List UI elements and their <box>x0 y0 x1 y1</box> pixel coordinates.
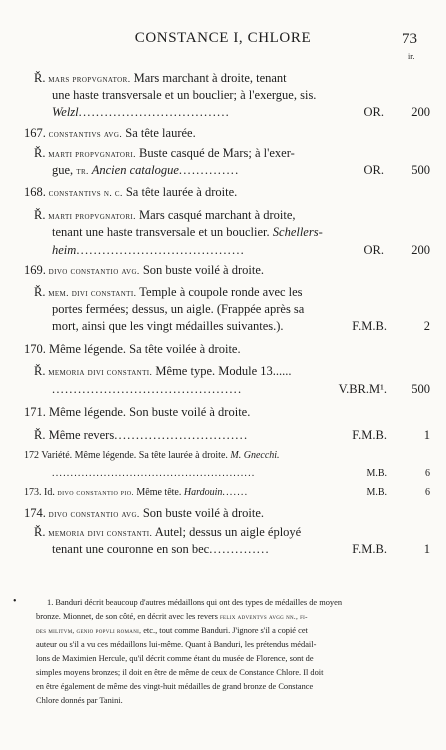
entry-line <box>0 318 446 335</box>
entry-line <box>0 505 446 522</box>
entry-line <box>0 207 446 224</box>
reverse-marker: Ř. <box>34 146 46 160</box>
description-text: gue, <box>52 163 77 177</box>
legend-text: divo constantio avg. <box>45 510 140 520</box>
rarity-price: 1 <box>423 542 430 556</box>
entry-line <box>0 381 446 398</box>
entry-text <box>24 484 248 501</box>
entry-text <box>52 301 304 318</box>
legend-text: constantivs avg. <box>45 130 123 140</box>
rarity-price: 500 <box>411 382 430 396</box>
page-number: 73 <box>402 31 417 47</box>
entry-text <box>52 318 284 335</box>
description-text: une haste transversale et un bouclier; à l'exergue, sis. <box>52 88 317 102</box>
reverse-marker: Ř. <box>34 364 46 378</box>
description-text: portes fermées; dessus, un aigle. (Frappée après sa <box>52 302 305 316</box>
rarity-price: 200 <box>411 105 430 119</box>
metal-module: OR. <box>363 243 384 257</box>
entry-number: 167. <box>24 126 46 140</box>
legend-text: marti propvgnatori. <box>45 150 136 160</box>
legend-text: memoria divi constanti. <box>45 529 153 539</box>
reverse-marker: Ř. <box>34 71 46 85</box>
entry-line <box>0 104 446 121</box>
entry-number: 168. <box>24 185 46 199</box>
legend-text: marti propvgnatori. <box>45 212 136 222</box>
entry-line <box>0 242 446 259</box>
source-name: M. Gnecchi. <box>230 450 280 461</box>
leader-dots: .............. <box>209 542 270 556</box>
rarity-price: 1 <box>423 428 430 442</box>
footnote-line <box>36 610 433 623</box>
footnote-text: auteur ou s'il a vu ces médaillons lui-même. Quant à Banduri, les prétendus médail- <box>36 640 317 649</box>
description-text: Même tête. <box>133 487 184 498</box>
entry-line <box>0 301 446 318</box>
rarity-price: 200 <box>411 243 430 257</box>
entry-text <box>34 145 295 162</box>
entry-line <box>0 447 446 464</box>
legend-text: memoria divi constanti. <box>45 368 153 378</box>
entry-text <box>24 404 250 421</box>
leader-dots: ....................................................... <box>52 468 256 479</box>
legend-text: divo constantio pio. <box>57 488 134 497</box>
legend-text: mem. divi constanti. <box>45 289 137 299</box>
reverse-marker: Ř. <box>34 208 46 222</box>
entry-line <box>0 427 446 444</box>
entry-text <box>52 465 256 482</box>
description-text: Son buste voilé à droite. <box>139 506 264 520</box>
footnote-line <box>36 680 433 693</box>
entry-line <box>0 70 446 87</box>
entry-number: 171. <box>24 405 46 419</box>
entry-line <box>0 404 446 421</box>
entry-text <box>24 341 241 358</box>
footnote-line <box>36 666 433 679</box>
rarity-price: 6 <box>425 468 430 479</box>
entry-line <box>0 541 446 558</box>
description-text: Sa tête laurée. <box>122 126 196 140</box>
entry-number: 172 <box>24 450 39 461</box>
entry-line <box>0 262 446 279</box>
leader-dots: ....... <box>222 487 249 498</box>
footnote-line <box>47 596 433 609</box>
source-name: Ancien catalogue <box>88 163 179 177</box>
entry-text <box>34 524 301 541</box>
footnote-text: Chlore donnés par Tanini. <box>36 696 123 705</box>
footnote-line <box>36 652 433 665</box>
metal-module: F.M.B. <box>352 428 387 442</box>
metal-module: OR. <box>363 105 384 119</box>
metal-module: V.BR.M¹. <box>338 382 387 396</box>
leader-dots: .............. <box>178 163 240 177</box>
description-text: Autel; dessus un aigle éployé <box>152 525 302 539</box>
rarity-price: 500 <box>411 163 430 177</box>
source-name: Hardouin <box>183 487 223 498</box>
footnote-legend: felix adventvs avgg nn., fi- <box>219 613 308 621</box>
source-name: Schellers- <box>272 225 323 239</box>
leader-dots: ............................... <box>114 428 249 442</box>
entry-text <box>34 284 303 301</box>
entry-text <box>52 381 242 398</box>
footnote-text: en être également de même des vingt-huit médailles de grand bronze de Constance <box>36 682 314 691</box>
entry-line <box>0 224 446 241</box>
entry-text <box>52 104 230 121</box>
footnote-line <box>36 624 433 637</box>
metal-module: M.B. <box>366 468 387 479</box>
entry-line <box>0 465 446 482</box>
footnote-line <box>36 694 433 707</box>
legend-text: mars propvgnator. <box>45 75 131 85</box>
leader-dots: ............................................ <box>52 382 243 396</box>
entry-line <box>0 125 446 142</box>
metal-module: F.M.B. <box>352 542 387 556</box>
description-text: Même type. Module 13...... <box>152 364 292 378</box>
entry-text <box>24 125 196 142</box>
description-text: Variété. Même légende. Sa tête laurée à droite. <box>39 450 231 461</box>
footnote-line <box>36 638 433 651</box>
entry-line <box>0 184 446 201</box>
reverse-marker: Ř. <box>34 525 46 539</box>
description-text: Mars casqué marchant à droite, <box>135 208 296 222</box>
metal-module: F.M.B. <box>352 319 387 333</box>
source-name: Welzl <box>52 105 79 119</box>
entry-text <box>24 447 280 464</box>
legend-text: divo constantio avg. <box>45 267 140 277</box>
description-text: Sa tête laurée à droite. <box>122 185 238 199</box>
entry-text <box>52 162 239 179</box>
entry-line <box>0 524 446 541</box>
entry-line <box>0 162 446 179</box>
footnote-text: simples moyens bronzes; il doit en être de même de ceux de Constance Chlore. Il doit <box>36 668 324 677</box>
description-text: Son buste voilé à droite. <box>139 263 264 277</box>
entry-text <box>34 70 287 87</box>
page-marker: ir. <box>408 52 415 61</box>
entry-label: Id. <box>41 487 58 498</box>
description-text: Temple à coupole ronde avec les <box>136 285 303 299</box>
leader-dots: ....................................... <box>76 243 245 257</box>
description-text: mort, ainsi que les vingt médailles suivantes.). <box>52 319 284 333</box>
description-text: Même légende. Son buste voilé à droite. <box>45 405 251 419</box>
entry-line <box>0 484 446 501</box>
entry-text <box>52 242 245 259</box>
rarity-price: 6 <box>425 487 430 498</box>
source-name: heim <box>52 243 77 257</box>
description-text: tenant une haste transversale et un bouclier. <box>52 225 273 239</box>
entry-line <box>0 145 446 162</box>
description-text: tenant une couronne en son bec <box>52 542 210 556</box>
entry-line <box>0 87 446 104</box>
description-text: Même revers <box>45 428 115 442</box>
entry-text <box>34 207 296 224</box>
footnote-text: lons de Maximien Hercule, qu'il décrit comme étant du musée de Florence, sont de <box>36 654 314 663</box>
entry-text <box>24 262 264 279</box>
margin-bullet: • <box>13 596 17 607</box>
footnote-text: bronze. Mionnet, de son côté, en décrit avec les revers <box>36 612 220 621</box>
footnote-legend: des militvm, genio popvli romani, <box>36 627 142 635</box>
metal-module: OR. <box>363 163 384 177</box>
rarity-price: 2 <box>423 319 430 333</box>
entry-text <box>52 87 316 104</box>
footnote-text: 1. Banduri décrit beaucoup d'autres médaillons qui ont des types de médailles de moyen <box>47 598 343 607</box>
entry-number: 170. <box>24 342 46 356</box>
entry-number: 169. <box>24 263 46 277</box>
entry-line <box>0 363 446 380</box>
entry-text <box>52 224 323 241</box>
reverse-marker: Ř. <box>34 428 46 442</box>
entry-text <box>52 541 270 558</box>
entry-text <box>34 363 292 380</box>
legend-text: constantivs n. c. <box>45 189 123 199</box>
description-text: Même légende. Sa tête voilée à droite. <box>45 342 241 356</box>
footnote-text: etc., tout comme Banduri. J'ignore s'il a copié cet <box>141 626 308 635</box>
entry-text <box>34 427 248 444</box>
metal-module: M.B. <box>366 487 387 498</box>
entry-text <box>24 184 237 201</box>
running-title: CONSTANCE I, CHLORE <box>134 30 312 46</box>
legend-text: tr. <box>76 167 89 177</box>
entry-line <box>0 341 446 358</box>
entry-line <box>0 284 446 301</box>
leader-dots: ................................... <box>78 105 230 119</box>
entry-text <box>24 505 264 522</box>
entry-number: 174. <box>24 506 46 520</box>
description-text: Buste casqué de Mars; à l'exer- <box>135 146 295 160</box>
entry-number: 173. <box>24 487 42 498</box>
reverse-marker: Ř. <box>34 285 46 299</box>
description-text: Mars marchant à droite, tenant <box>130 71 287 85</box>
